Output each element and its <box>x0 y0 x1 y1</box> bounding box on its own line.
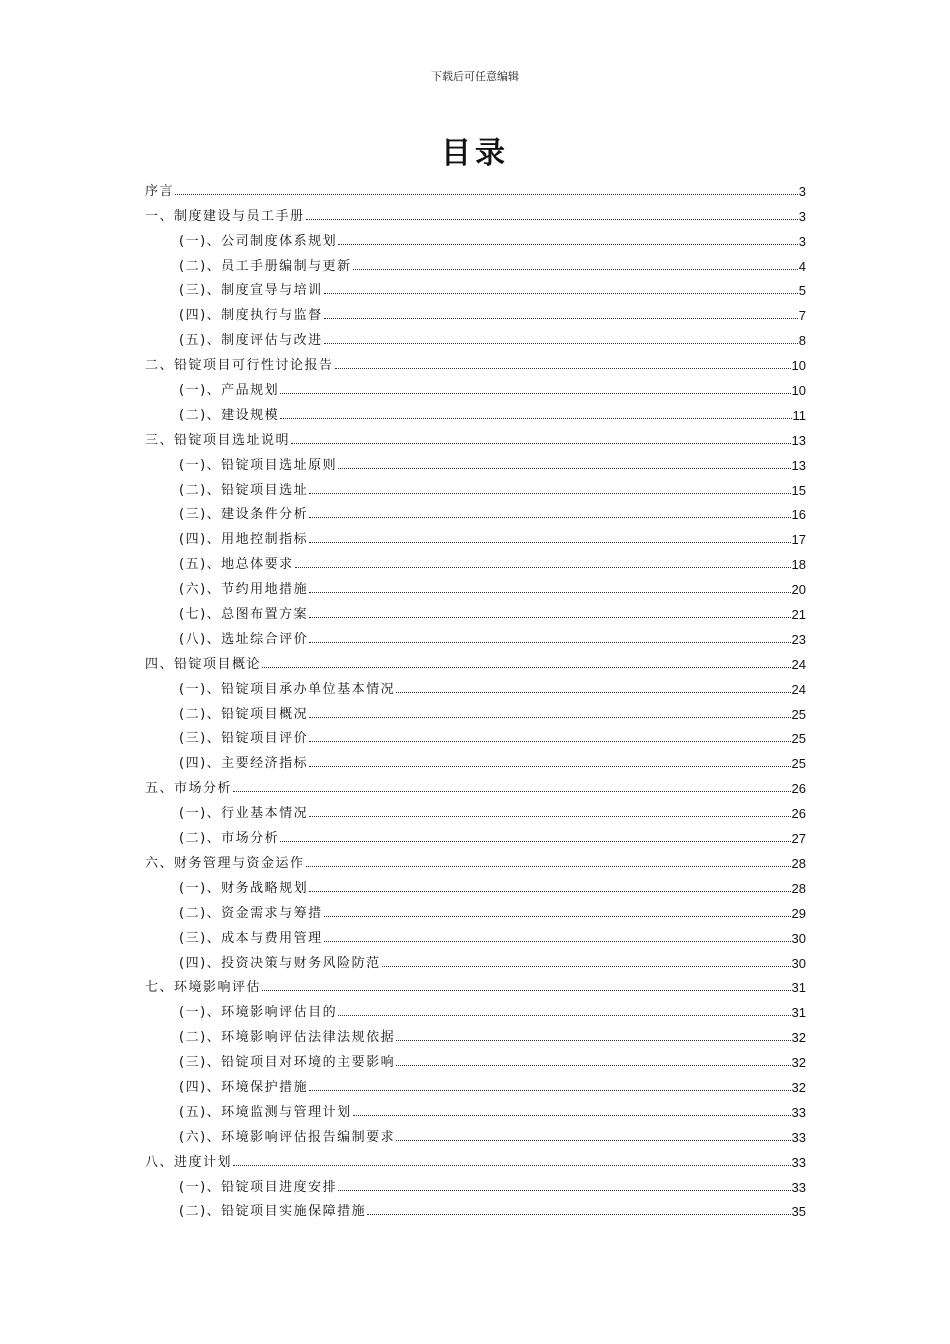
toc-entry-label: (七)、总图布置方案 <box>179 607 309 623</box>
dot-leader <box>338 1014 790 1016</box>
toc-entry-page: 31 <box>791 1005 806 1021</box>
dot-leader <box>280 417 791 419</box>
toc-entry[interactable] <box>145 1095 806 1120</box>
toc-entry-label: 一、制度建设与员工手册 <box>145 208 305 224</box>
toc-entry[interactable] <box>145 622 806 647</box>
toc-entry-page: 15 <box>791 482 806 498</box>
dot-leader <box>175 193 798 195</box>
toc-entry-page: 3 <box>798 233 806 249</box>
toc-entry-label: (四)、制度执行与监督 <box>179 308 323 324</box>
toc-entry-label: 三、铅锭项目选址说明 <box>145 432 291 448</box>
toc-entry-label: (一)、环境影响评估目的 <box>179 1005 338 1021</box>
toc-entry[interactable] <box>145 647 806 672</box>
toc-entry-label: (一)、铅锭项目承办单位基本情况 <box>179 681 396 697</box>
toc-entry-page: 3 <box>798 183 806 199</box>
header-note: 下载后可任意编辑 <box>431 70 519 83</box>
dot-leader <box>309 591 790 593</box>
toc-entry-page: 26 <box>791 781 806 797</box>
toc-entry-label: 四、铅锭项目概论 <box>145 656 262 672</box>
dot-leader <box>309 890 790 892</box>
toc-entry-page: 31 <box>791 980 806 996</box>
dot-leader <box>324 342 798 344</box>
toc-entry-page: 24 <box>791 656 806 672</box>
toc-entry[interactable] <box>145 323 806 348</box>
dot-leader <box>382 965 791 967</box>
toc-entry-page: 32 <box>791 1055 806 1071</box>
toc-entry-page: 17 <box>791 532 806 548</box>
toc-entry[interactable] <box>145 896 806 921</box>
toc-entry-page: 30 <box>791 955 806 971</box>
toc-entry[interactable] <box>145 921 806 946</box>
toc-entry[interactable] <box>145 572 806 597</box>
toc-entry-page: 29 <box>791 905 806 921</box>
toc-entry-label: 二、铅锭项目可行性讨论报告 <box>145 358 334 374</box>
toc-entry[interactable] <box>145 1145 806 1170</box>
dot-leader <box>306 218 798 220</box>
toc-entry[interactable] <box>145 971 806 996</box>
toc-entry-label: (四)、投资决策与财务风险防范 <box>179 955 381 971</box>
toc-entry[interactable] <box>145 174 806 199</box>
toc-entry[interactable] <box>145 274 806 299</box>
toc-entry-label: (三)、铅锭项目评价 <box>179 731 309 747</box>
toc-entry[interactable] <box>145 946 806 971</box>
toc-entry[interactable] <box>145 597 806 622</box>
toc-entry[interactable] <box>145 448 806 473</box>
toc-entry-page: 33 <box>791 1129 806 1145</box>
toc-entry-label: (一)、公司制度体系规划 <box>179 233 338 249</box>
toc-entry-page: 33 <box>791 1104 806 1120</box>
toc-entry-page: 27 <box>791 831 806 847</box>
toc-entry-page: 13 <box>791 432 806 448</box>
toc-entry-label: (四)、主要经济指标 <box>179 756 309 772</box>
toc-entry-label: (一)、铅锭项目进度安排 <box>179 1179 338 1195</box>
toc-entry-label: (四)、环境保护措施 <box>179 1079 309 1095</box>
dot-leader <box>324 915 791 917</box>
dot-leader <box>324 940 791 942</box>
dot-leader <box>324 292 798 294</box>
toc-entry[interactable] <box>145 821 806 846</box>
dot-leader <box>233 1164 791 1166</box>
toc-entry-page: 20 <box>791 582 806 598</box>
dot-leader <box>291 442 791 444</box>
dot-leader <box>309 765 790 767</box>
dot-leader <box>262 666 791 668</box>
toc-entry-label: (三)、建设条件分析 <box>179 507 309 523</box>
toc-entry-page: 32 <box>791 1079 806 1095</box>
toc-entry[interactable] <box>145 1020 806 1045</box>
toc-entry-label: (六)、环境影响评估报告编制要求 <box>179 1129 396 1145</box>
toc-entry-label: (一)、行业基本情况 <box>179 806 309 822</box>
dot-leader <box>338 1189 790 1191</box>
dot-leader <box>309 541 790 543</box>
toc-entry[interactable] <box>145 224 806 249</box>
dot-leader <box>280 392 790 394</box>
toc-entry[interactable] <box>145 995 806 1020</box>
table-of-contents <box>145 174 806 1219</box>
dot-leader <box>353 268 798 270</box>
toc-entry-page: 25 <box>791 731 806 747</box>
toc-entry-label: (六)、节约用地措施 <box>179 582 309 598</box>
toc-entry-page: 33 <box>791 1179 806 1195</box>
toc-entry-page: 8 <box>798 333 806 349</box>
page-title: 目录 <box>441 136 509 171</box>
toc-entry-label: (二)、铅锭项目实施保障措施 <box>179 1204 367 1220</box>
toc-entry[interactable] <box>145 298 806 323</box>
dot-leader <box>396 1039 790 1041</box>
toc-entry-page: 7 <box>798 308 806 324</box>
toc-entry[interactable] <box>145 746 806 771</box>
toc-entry[interactable] <box>145 722 806 747</box>
toc-entry-page: 25 <box>791 706 806 722</box>
toc-entry[interactable] <box>145 473 806 498</box>
dot-leader <box>309 716 790 718</box>
dot-leader <box>295 566 791 568</box>
toc-entry-page: 32 <box>791 1030 806 1046</box>
toc-entry-page: 28 <box>791 855 806 871</box>
toc-entry-page: 5 <box>798 283 806 299</box>
dot-leader <box>367 1213 790 1215</box>
toc-entry-label: 八、进度计划 <box>145 1154 233 1170</box>
dot-leader <box>309 492 790 494</box>
toc-entry-page: 4 <box>798 258 806 274</box>
toc-entry[interactable] <box>145 1120 806 1145</box>
toc-entry[interactable] <box>145 249 806 274</box>
toc-entry[interactable] <box>145 1170 806 1195</box>
toc-entry-page: 3 <box>798 208 806 224</box>
toc-entry[interactable] <box>145 199 806 224</box>
toc-entry-page: 10 <box>791 383 806 399</box>
toc-entry-label: (四)、用地控制指标 <box>179 532 309 548</box>
toc-entry[interactable] <box>145 398 806 423</box>
toc-entry-label: (二)、铅锭项目概况 <box>179 706 309 722</box>
toc-entry[interactable] <box>145 522 806 547</box>
dot-leader <box>396 1064 790 1066</box>
toc-entry[interactable] <box>145 846 806 871</box>
toc-entry-label: (五)、地总体要求 <box>179 557 294 573</box>
toc-entry-label: (三)、铅锭项目对环境的主要影响 <box>179 1055 396 1071</box>
dot-leader <box>338 467 790 469</box>
toc-entry-label: (二)、资金需求与筹措 <box>179 905 323 921</box>
toc-entry[interactable] <box>145 796 806 821</box>
toc-entry-page: 35 <box>791 1204 806 1220</box>
dot-leader <box>309 641 790 643</box>
toc-entry-label: (二)、建设规模 <box>179 407 280 423</box>
toc-entry-page: 30 <box>791 930 806 946</box>
toc-entry[interactable] <box>145 697 806 722</box>
toc-entry[interactable] <box>145 771 806 796</box>
toc-entry-label: (一)、财务战略规划 <box>179 880 309 896</box>
dot-leader <box>309 616 790 618</box>
toc-entry-page: 24 <box>791 681 806 697</box>
toc-entry-page: 13 <box>791 457 806 473</box>
toc-entry-page: 10 <box>791 358 806 374</box>
toc-entry-label: (二)、市场分析 <box>179 831 280 847</box>
dot-leader <box>335 367 791 369</box>
toc-entry-label: (二)、环境影响评估法律法规依据 <box>179 1030 396 1046</box>
toc-entry[interactable] <box>145 871 806 896</box>
dot-leader <box>309 815 790 817</box>
toc-entry-page: 16 <box>791 507 806 523</box>
toc-entry[interactable] <box>145 672 806 697</box>
toc-entry[interactable] <box>145 1195 806 1220</box>
toc-entry-label: 序言 <box>145 183 175 199</box>
toc-entry-page: 28 <box>791 880 806 896</box>
toc-entry-label: 七、环境影响评估 <box>145 980 262 996</box>
dot-leader <box>353 1114 791 1116</box>
toc-entry-label: (八)、选址综合评价 <box>179 631 309 647</box>
dot-leader <box>396 691 790 693</box>
toc-entry-label: (一)、产品规划 <box>179 383 280 399</box>
toc-entry-page: 33 <box>791 1154 806 1170</box>
toc-entry-label: 五、市场分析 <box>145 781 233 797</box>
toc-entry-page: 25 <box>791 756 806 772</box>
dot-leader <box>309 740 790 742</box>
toc-entry-label: (二)、铅锭项目选址 <box>179 482 309 498</box>
toc-entry-label: (一)、铅锭项目选址原则 <box>179 457 338 473</box>
toc-entry-label: 六、财务管理与资金运作 <box>145 855 305 871</box>
toc-entry-page: 11 <box>792 407 806 423</box>
toc-entry-label: (二)、员工手册编制与更新 <box>179 258 352 274</box>
toc-entry[interactable] <box>145 1070 806 1095</box>
dot-leader <box>262 989 791 991</box>
dot-leader <box>306 865 791 867</box>
dot-leader <box>338 243 798 245</box>
toc-entry-page: 23 <box>791 631 806 647</box>
dot-leader <box>309 1089 790 1091</box>
dot-leader <box>324 317 798 319</box>
toc-entry-label: (三)、成本与费用管理 <box>179 930 323 946</box>
toc-entry-label: (五)、制度评估与改进 <box>179 333 323 349</box>
toc-entry-page: 21 <box>791 607 806 623</box>
dot-leader <box>309 516 790 518</box>
toc-entry-label: (五)、环境监测与管理计划 <box>179 1104 352 1120</box>
dot-leader <box>280 840 790 842</box>
dot-leader <box>233 790 791 792</box>
toc-entry[interactable] <box>145 498 806 523</box>
toc-entry[interactable] <box>145 547 806 572</box>
toc-entry-page: 18 <box>791 557 806 573</box>
toc-entry[interactable] <box>145 373 806 398</box>
toc-entry[interactable] <box>145 348 806 373</box>
toc-entry-label: (三)、制度宣导与培训 <box>179 283 323 299</box>
toc-entry-page: 26 <box>791 806 806 822</box>
toc-entry[interactable] <box>145 423 806 448</box>
toc-entry[interactable] <box>145 1045 806 1070</box>
dot-leader <box>396 1139 790 1141</box>
